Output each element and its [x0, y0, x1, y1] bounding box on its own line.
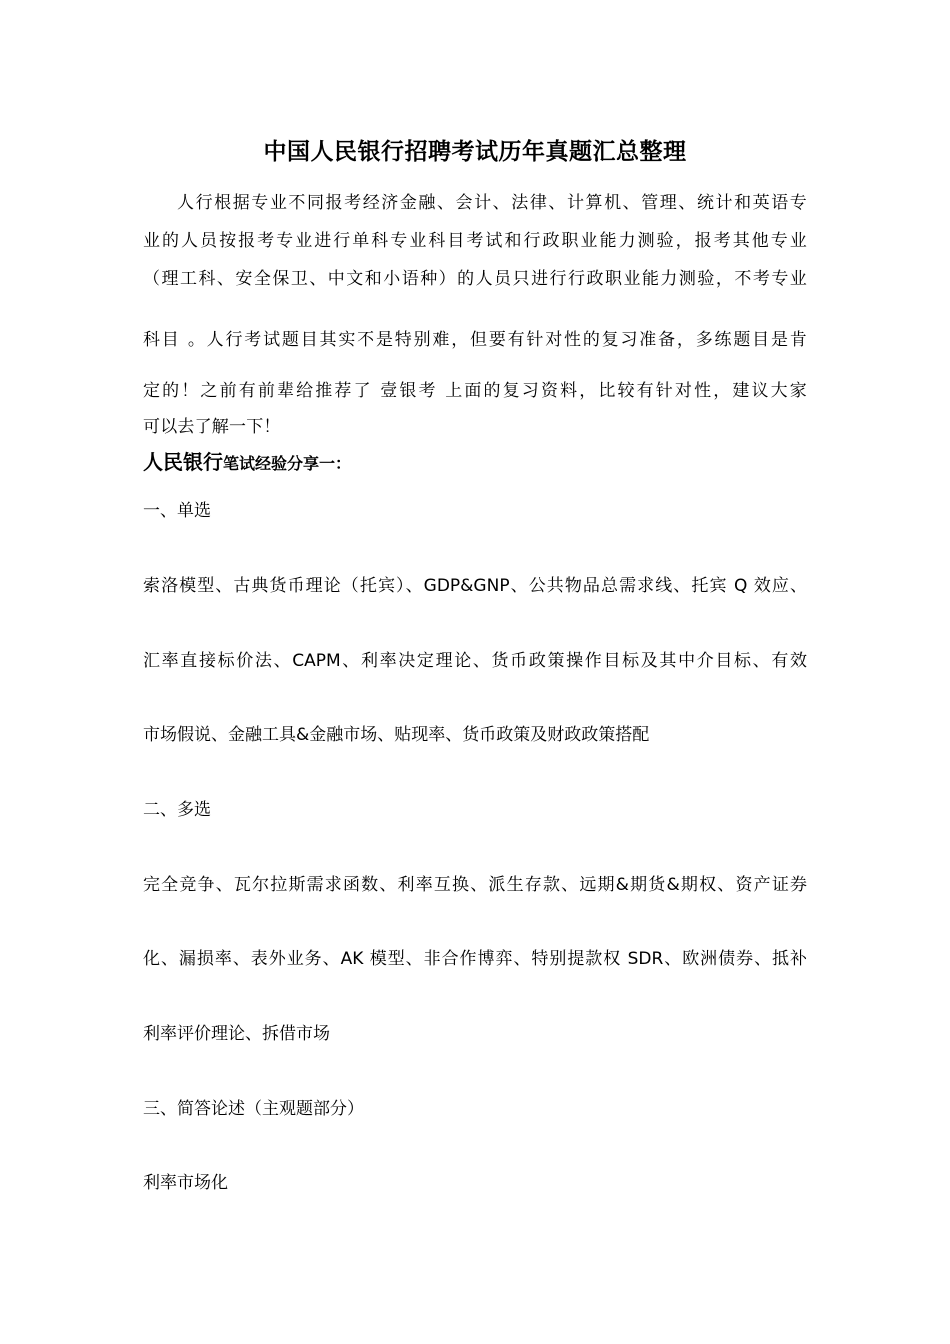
experience-subheading [143, 446, 351, 475]
multiple-choice-line-2: 化、漏损率、表外业务、AK 模型、非合作博弈、特别提款权 SDR、欧洲债券、抵补 [143, 949, 807, 969]
single-choice-line-3: 市场假说、金融工具&金融市场、贴现率、货币政策及财政政策搭配 [143, 725, 650, 745]
subheading-rest: 笔试经验分享一： [223, 454, 352, 473]
intro-line-1: 人行根据专业不同报考经济金融、会计、法律、计算机、管理、统计和英语专 [177, 193, 807, 213]
essay-line-1: 利率市场化 [143, 1173, 228, 1193]
intro-line-6: 可以去了解一下！ [143, 417, 281, 437]
single-choice-line-2: 汇率直接标价法、CAPM、利率决定理论、货币政策操作目标及其中介目标、有效 [143, 651, 807, 671]
section-heading-single-choice: 一、单选 [143, 501, 211, 521]
document-title: 中国人民银行招聘考试历年真题汇总整理 [263, 138, 687, 165]
intro-line-4: 科目 。人行考试题目其实不是特别难，但要有针对性的复习准备，多练题目是肯 [143, 330, 807, 350]
subheading-main: 人民银行 [143, 450, 223, 474]
intro-line-3: （理工科、安全保卫、中文和小语种）的人员只进行行政职业能力测验，不考专业 [143, 269, 807, 289]
section-heading-multiple-choice: 二、多选 [143, 800, 211, 820]
section-heading-essay: 三、简答论述（主观题部分） [143, 1099, 364, 1119]
multiple-choice-line-1: 完全竞争、瓦尔拉斯需求函数、利率互换、派生存款、远期&期货&期权、资产证券 [143, 875, 807, 895]
single-choice-line-1: 索洛模型、古典货币理论（托宾）、GDP&GNP、公共物品总需求线、托宾 Q 效应、 [143, 576, 807, 596]
multiple-choice-line-3: 利率评价理论、拆借市场 [143, 1024, 330, 1044]
intro-line-5: 定的！之前有前辈给推荐了 壹银考 上面的复习资料，比较有针对性，建议大家 [143, 381, 807, 401]
intro-line-2: 业的人员按报考专业进行单科专业科目考试和行政职业能力测验，报考其他专业 [143, 231, 807, 251]
